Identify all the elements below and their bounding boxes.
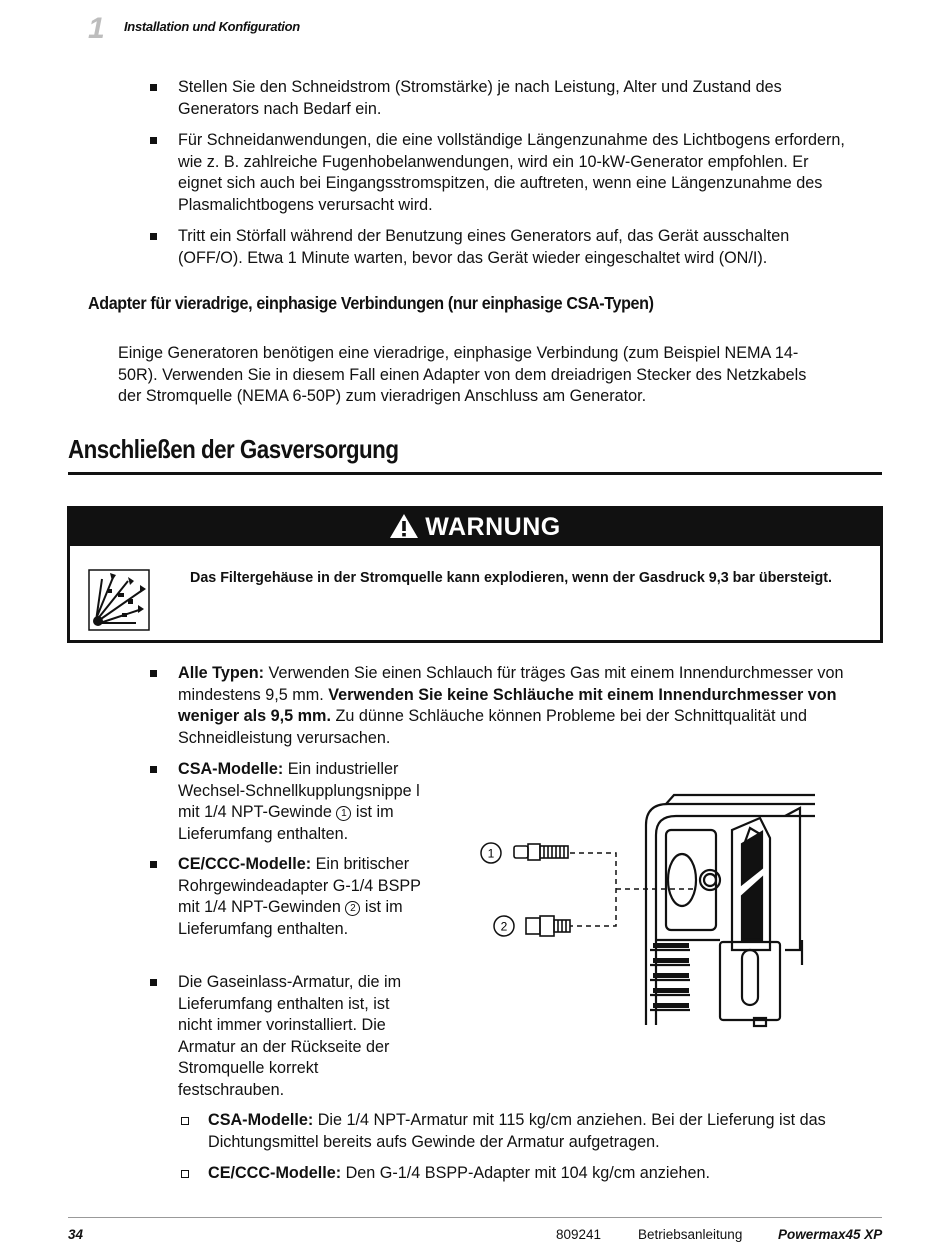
bullet-marker [150,766,157,773]
footer-rule [68,1217,882,1218]
warning-text: Das Filtergehäuse in der Stromquelle kann explodieren, wenn der Gasdruck 9,3 bar übersteigt. [190,570,832,586]
callout-2: 2 [500,919,508,934]
all-types-bold: Verwenden Sie keine Schläuche mit einem Innendurchmesser von weniger als 9,5 mm. [178,685,837,725]
callout-marker-2: 2 [345,901,360,916]
callout-1: 1 [487,846,495,861]
callout-marker-1: 1 [336,806,351,821]
warning-triangle-icon [389,513,419,539]
fitting-text: Die Gaseinlass-Armatur, die im Lieferumfang enthalten ist, ist nicht immer vorinstalliert. Die Armatur an der Rückseite der Stromquelle korrekt festschrauben. [178,973,402,1099]
ce-text-2: ist im Lieferumfang enthalten. [178,898,403,938]
explosion-icon [88,569,150,631]
section-rule [68,472,882,475]
product-name: Powermax45 XP [778,1227,883,1242]
bullet-marker [150,84,157,91]
csa-text [178,759,440,845]
chapter-number: 1 [88,12,105,45]
sub-item-text: Den G-1/4 BSPP-Adapter mit 104 kg/cm anziehen. [345,1164,711,1182]
doc-type: Betriebsanleitung [638,1227,743,1242]
bullet-marker [150,861,157,868]
sub-item-label: CE/CCC-Modelle: [208,1164,342,1182]
all-types-text-1: Verwenden Sie einen Schlauch für träges Gas mit einem Innendurchmesser von mindestens 9,5 mm. [178,664,844,704]
sub-item-ce [208,1163,888,1185]
gas-fitting-illustration [470,790,820,1035]
ce-text [178,854,440,940]
bullet-marker [150,670,157,677]
warning-box [67,506,883,643]
sub-item-csa [208,1110,888,1153]
all-types-label: Alle Typen: [178,664,265,682]
checkbox-marker [181,1117,189,1125]
csa-text-2: ist im Lieferumfang enthalten. [178,803,394,843]
bullet-marker [150,137,157,144]
checkbox-marker [181,1170,189,1178]
bullet-text: Tritt ein Störfall während der Benutzung eines Generators auf, das Gerät ausschalten (OFF/O). Etwa 1 Minute warten, bevor das Gerät wieder eingeschaltet wird (ON/I). [178,227,790,267]
doc-number: 809241 [556,1227,602,1242]
section-title: Anschließen der Gasversorgung [68,434,399,464]
sub-paragraph: Einige Generatoren benötigen eine vieradrige, einphasige Verbindung (zum Beispiel NEMA 14-50R). Verwenden Sie in diesem Fall einen Adapter von dem dreiadrigen Stecker des Netzkabels der Stromquelle (NEMA 6-50P) zum vieradrigen Anschluss am Generator. [118,344,807,405]
csa-label: CSA-Modelle: [178,760,284,778]
csa-text-1: Ein industrieller Wechsel-Schnellkupplungsnippe l mit 1/4 NPT-Gewinde [178,760,420,821]
sub-item-text: Die 1/4 NPT-Armatur mit 115 kg/cm anziehen. Bei der Lieferung ist das Dichtungsmittel bereits aufs Gewinde der Armatur aufgetragen. [208,1111,826,1151]
subheading: Adapter für vieradrige, einphasige Verbindungen (nur einphasige CSA-Typen) [88,293,654,313]
chapter-title: Installation und Konfiguration [124,19,300,34]
ce-label: CE/CCC-Modelle: [178,855,312,873]
bullet-marker [150,979,157,986]
ce-text-1: Ein britischer Rohrgewindeadapter G-1/4 BSPP mit 1/4 NPT-Gewinden [178,855,421,916]
bullet-marker [150,233,157,240]
all-types-text [178,663,883,749]
warning-header [70,509,880,546]
sub-item-label: CSA-Modelle: [208,1111,314,1129]
bullet-text: Stellen Sie den Schneidstrom (Stromstärke) je nach Leistung, Alter und Zustand des Generators nach Bedarf ein. [178,78,782,118]
all-types-text-2: Zu dünne Schläuche können Probleme bei der Schnittqualität und Schneidleistung verursachen. [178,707,808,747]
bullet-text: Für Schneidanwendungen, die eine vollständige Längenzunahme des Lichtbogens erfordern, wie z. B. zahlreiche Fugenhobelanwendungen, wird ein 10-kW-Generator empfohlen. Er eignet sich auch bei Eingangsstromspitzen, die auftreten, wenn eine Längenzunahme des Plasmalichtbogens verursacht wird. [178,131,845,214]
warning-title: WARNUNG [425,513,561,541]
page-number: 34 [68,1227,84,1242]
